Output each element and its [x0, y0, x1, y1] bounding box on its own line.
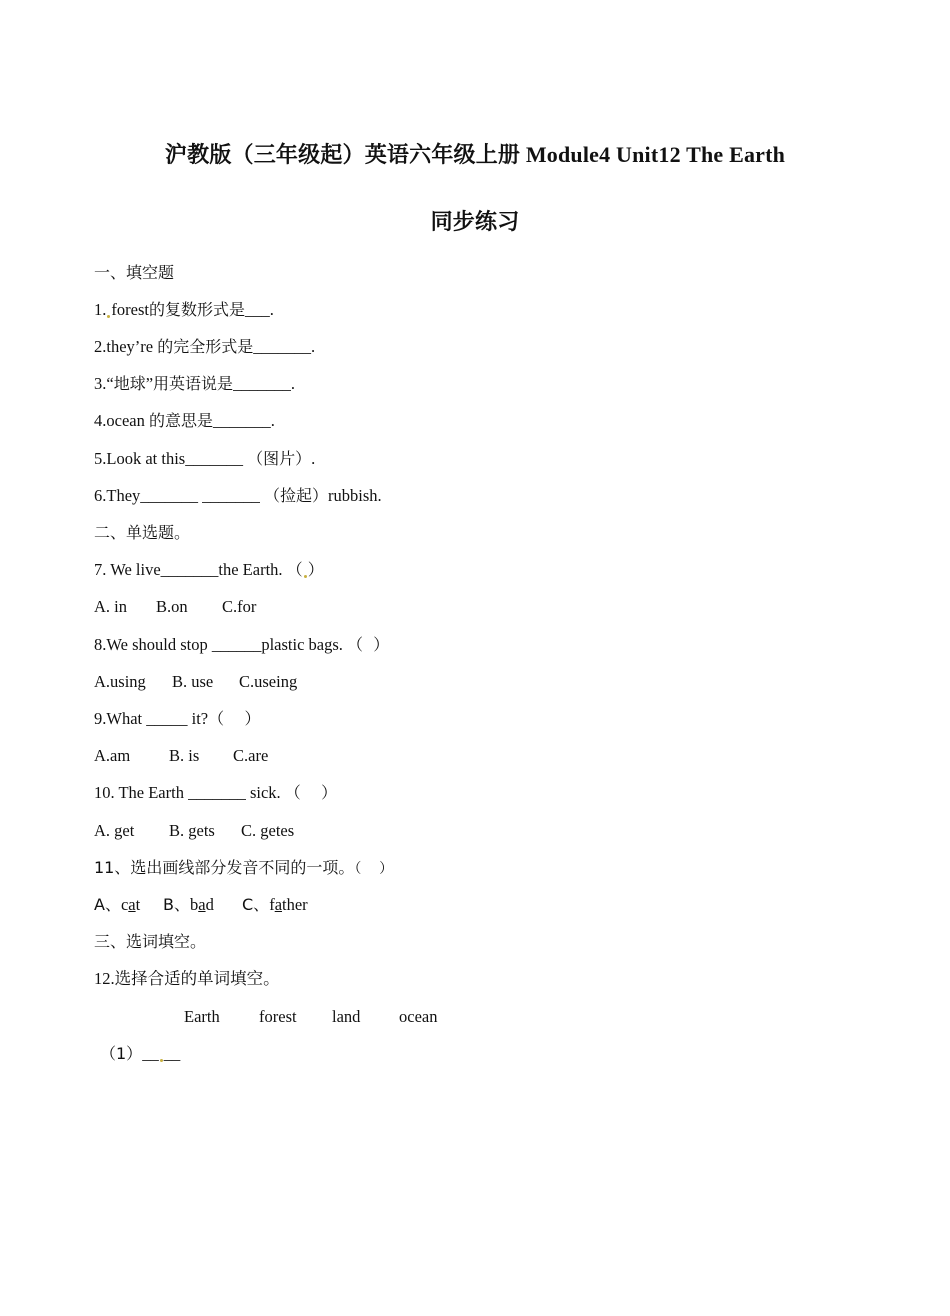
q11-option-c-pre: f — [269, 895, 275, 914]
q4-text: 的意思是 — [148, 411, 213, 430]
question-11 — [94, 857, 393, 880]
question-9-options — [94, 745, 268, 767]
q11-option-a-post: t — [135, 895, 141, 914]
q3-term: 地球 — [113, 374, 146, 393]
q7-option-b: B.on — [156, 597, 188, 616]
q10-text: 10. The Earth _______ sick. — [94, 783, 285, 802]
q6-end: rubbish. — [328, 486, 382, 505]
word-bank-item: land — [332, 1007, 361, 1026]
q4-word: 4.ocean — [94, 411, 149, 430]
q11-option-b-label: B、 — [163, 895, 190, 914]
q5-end: . — [311, 449, 316, 468]
q10-paren: （ ） — [284, 783, 338, 802]
q9-option-c: C.are — [233, 746, 269, 765]
q6-hint: （捡起） — [264, 486, 329, 505]
q12-number: 12.选择合适的单词填空。 — [94, 969, 280, 988]
q12-sub1-blank: __ — [142, 1044, 159, 1063]
q5-hint: （图片） — [247, 449, 312, 468]
question-12-sub-1 — [100, 1043, 180, 1065]
title-cjk: 沪教版（三年级起）英语六年级上册 — [164, 143, 521, 168]
question-7 — [94, 559, 324, 581]
q11-option-b-pre: b — [189, 895, 199, 914]
question-11-options — [94, 894, 308, 916]
q9-paren: （ ） — [208, 709, 261, 728]
q8-text: 8.We should stop ______plastic bags. — [94, 635, 348, 654]
q11-text: 11、选出画线部分发音不同的一项。 — [94, 858, 355, 877]
q7-text: 7. We live_______the Earth. — [94, 560, 287, 579]
question-3 — [94, 373, 295, 395]
q3-text: 用英语说是 — [153, 374, 234, 393]
q7-paren-close: ） — [307, 560, 324, 579]
q4-blank: _______. — [213, 411, 275, 430]
q11-option-b-underlined: a — [198, 895, 206, 914]
q2-blank: _______. — [253, 337, 316, 356]
q7-option-c: C.for — [222, 597, 257, 616]
q12-sub1-blank-end: __ — [163, 1044, 181, 1063]
question-9 — [94, 708, 260, 730]
q11-option-b-post: d — [205, 895, 214, 914]
q10-option-b: B. gets — [169, 821, 215, 840]
word-bank-item: Earth — [184, 1007, 220, 1026]
q7-option-a: A. in — [94, 597, 127, 616]
word-bank-item: forest — [259, 1007, 297, 1026]
question-8 — [94, 634, 389, 656]
q11-option-a-label: A、 — [94, 895, 121, 914]
q3-quote: ” — [145, 374, 154, 393]
q11-option-a-pre: c — [120, 895, 129, 914]
q9-option-a: A.am — [94, 746, 131, 765]
q11-option-a — [94, 894, 163, 916]
section-heading-word-choice: 三、选词填空。 — [94, 932, 207, 951]
q9-option-b: B. is — [169, 746, 200, 765]
section-heading-fill-blank: 一、填空题 — [94, 263, 175, 282]
question-1 — [94, 299, 274, 321]
question-2 — [94, 336, 315, 358]
q2-text: 的完全形式是 — [157, 337, 254, 356]
q7-paren-open: （ — [286, 560, 303, 579]
q11-option-c — [242, 894, 308, 916]
q8-option-a: A.using — [94, 672, 146, 691]
q11-option-c-post: ther — [282, 895, 308, 914]
question-10 — [94, 782, 337, 804]
mark-dot — [304, 575, 307, 578]
q8-option-b: B. use — [172, 672, 214, 691]
q11-option-b — [163, 894, 242, 916]
q12-sub1-label: （1） — [100, 1044, 143, 1063]
q8-option-c: C.useing — [239, 672, 298, 691]
mark-dot — [107, 315, 110, 318]
q1-text: 的复数形式是 — [148, 300, 245, 319]
q9-text: 9.What _____ it? — [94, 709, 209, 728]
q10-option-c: C. getes — [241, 821, 295, 840]
q11-option-c-underlined: a — [274, 895, 283, 914]
q1-number: 1. — [94, 300, 107, 319]
q1-word: forest — [111, 300, 149, 319]
page-subtitle: 同步练习 — [430, 210, 520, 235]
q11-option-c-label: C、 — [242, 895, 270, 914]
question-4 — [94, 410, 275, 432]
q1-blank: ___. — [244, 300, 274, 319]
q2-word: 2.they’re — [94, 337, 158, 356]
mark-dot — [160, 1059, 163, 1062]
q3-blank: _______. — [233, 374, 295, 393]
page-title — [0, 138, 950, 169]
title-latin: Module4 Unit12 The Earth — [520, 142, 786, 167]
question-10-options — [94, 820, 294, 842]
question-8-options — [94, 671, 297, 693]
q10-option-a: A. get — [94, 821, 135, 840]
word-bank — [184, 1006, 437, 1028]
question-6 — [94, 485, 382, 507]
question-12 — [94, 968, 280, 990]
section-heading-single-choice: 二、单选题。 — [94, 523, 191, 542]
q11-paren: （ ） — [354, 861, 394, 877]
q11-option-a-underlined: a — [128, 895, 136, 914]
word-bank-item: ocean — [399, 1007, 438, 1026]
question-7-options — [94, 596, 256, 618]
question-5 — [94, 448, 315, 470]
q5-text: 5.Look at this_______ — [94, 449, 248, 468]
q8-paren: （ ） — [347, 635, 390, 654]
q3-number: 3.“ — [94, 374, 114, 393]
q6-text: 6.They_______ _______ — [94, 486, 265, 505]
